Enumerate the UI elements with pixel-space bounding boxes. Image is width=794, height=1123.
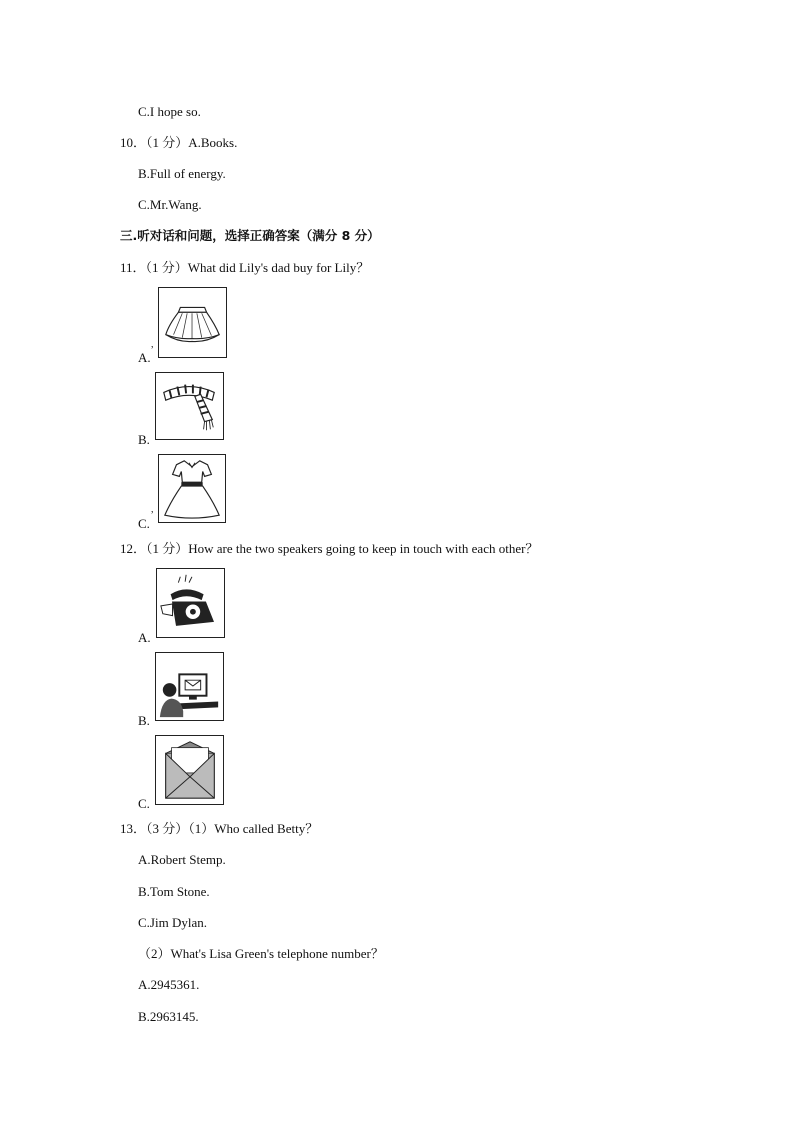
dress-icon <box>159 455 225 522</box>
q12-stem: 12．（1 分）How are the two speakers going to keep in touch with each other？ <box>120 541 539 556</box>
marker: , <box>151 504 154 515</box>
q13-option-a: A.Robert Stemp. <box>138 852 226 867</box>
q11-label-a: A. <box>138 350 151 365</box>
q12-label-a: A. <box>138 630 151 645</box>
section-heading: 三.听对话和问题，选择正确答案（满分 8 分） <box>120 228 380 243</box>
computer-picture <box>155 652 224 721</box>
computer-user-icon <box>156 653 223 720</box>
telephone-icon <box>157 569 224 637</box>
q13-sub2: （2）What's Lisa Green's telephone number？ <box>138 946 384 961</box>
q12-label-b: B. <box>138 713 150 728</box>
skirt-icon <box>159 288 226 357</box>
q10-option-b: B.Full of energy. <box>138 166 226 181</box>
scarf-icon <box>156 373 223 439</box>
q13-sub2-option-a: A.2945361. <box>138 977 200 992</box>
q13-option-c: C.Jim Dylan. <box>138 915 207 930</box>
dress-picture <box>158 454 226 523</box>
q10-stem: 10．（1 分）A.Books. <box>120 135 238 150</box>
q12-label-c: C. <box>138 796 150 811</box>
q9-option-c: C.I hope so. <box>138 104 201 119</box>
q13-stem: 13．（3 分）（1）Who called Betty？ <box>120 821 319 836</box>
q13-sub2-option-b: B.2963145. <box>138 1009 199 1024</box>
q11-label-b: B. <box>138 432 150 447</box>
skirt-picture <box>158 287 227 358</box>
q10-option-c: C.Mr.Wang. <box>138 197 202 212</box>
q11-label-c: C. <box>138 516 150 531</box>
q13-option-b: B.Tom Stone. <box>138 884 210 899</box>
q11-stem: 11．（1 分）What did Lily's dad buy for Lily？ <box>120 260 370 275</box>
envelope-picture <box>155 735 224 805</box>
telephone-picture <box>156 568 225 638</box>
scarf-picture <box>155 372 224 440</box>
envelope-icon <box>156 736 223 804</box>
marker: , <box>151 339 154 350</box>
